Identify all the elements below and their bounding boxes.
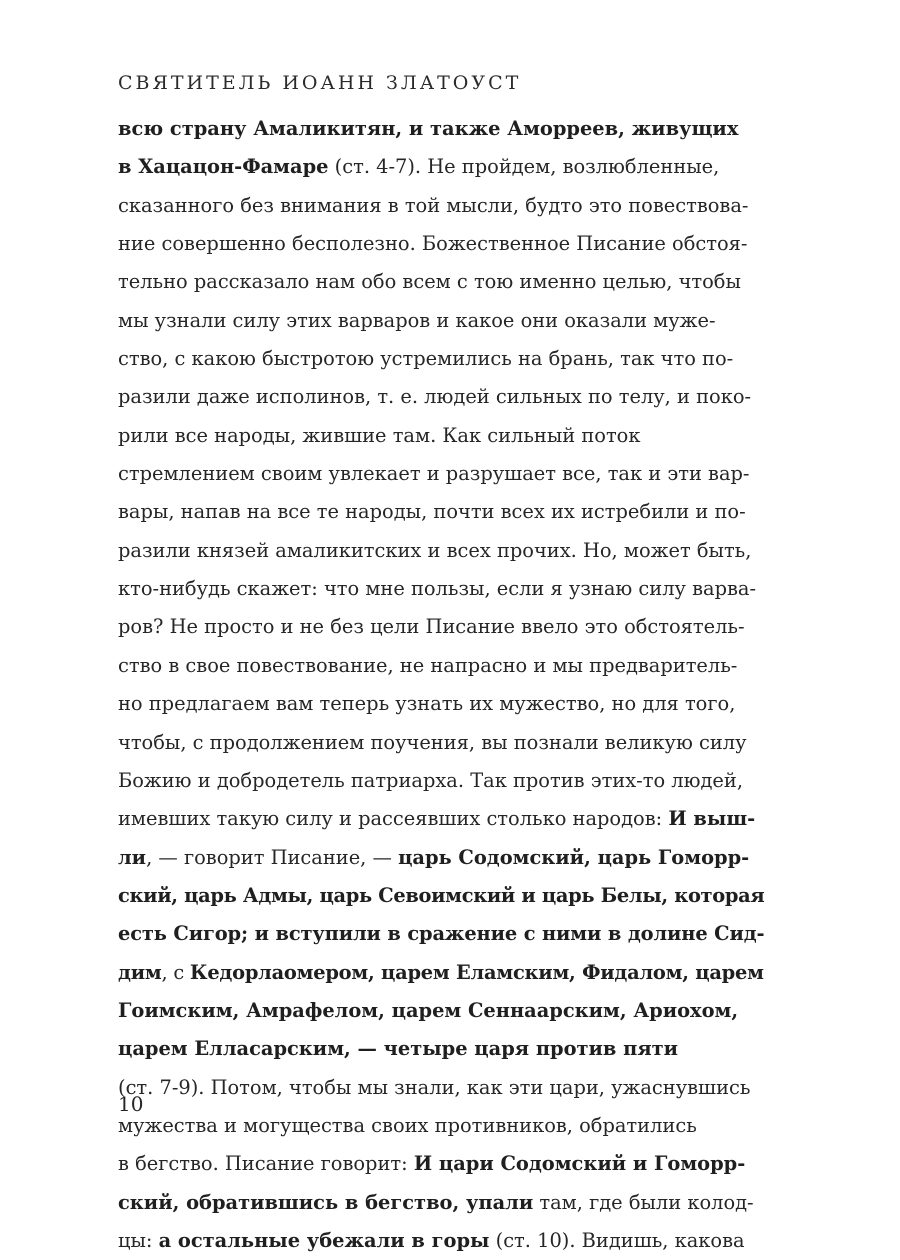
text-run: ние совершенно бесполезно. Божественное Писание обстоя- <box>118 232 748 256</box>
body-text <box>118 110 764 1260</box>
text-run: рили все народы, жившие там. Как сильный поток <box>118 423 641 447</box>
bold-quote: ский, обратившись в бегство, упали <box>118 1190 534 1214</box>
bold-quote: царем Елласарским, — четыре царя против пяти <box>118 1037 679 1061</box>
text-run: мы узнали силу этих варваров и какое они оказали муже- <box>118 308 716 332</box>
bold-quote: а остальные убежали в горы <box>158 1228 490 1252</box>
text-line <box>118 148 764 186</box>
text-line <box>118 187 764 225</box>
text-line <box>118 378 764 416</box>
text-line <box>118 340 764 378</box>
text-run: , — говорит Писание, — <box>146 845 399 869</box>
text-run: разили даже исполинов, т. е. людей сильных по телу, и поко- <box>118 385 752 409</box>
text-run: (ст. 4-7). Не пройдем, возлюбленные, <box>328 155 720 179</box>
text-line <box>118 1145 764 1183</box>
text-line <box>118 1184 764 1222</box>
bold-quote: ский, царь Адмы, царь Севоимский и царь Белы, которая <box>118 883 765 907</box>
text-line <box>118 110 764 148</box>
page-number: 10 <box>118 1092 144 1116</box>
text-line <box>118 724 764 762</box>
bold-quote: в Хацацон-Фамаре <box>118 155 329 179</box>
bold-quote: Гоимским, Амрафелом, царем Сеннаарским, Ариохом, <box>118 998 739 1022</box>
text-run: ров? Не просто и не без цели Писание ввело это обстоятель- <box>118 615 745 639</box>
bold-quote: И выш- <box>668 807 756 831</box>
text-run: (ст. 7-9). Потом, чтобы мы знали, как эти цари, ужаснувшись <box>118 1075 751 1099</box>
text-line <box>118 877 764 915</box>
text-line <box>118 302 764 340</box>
text-run: стремлением своим увлекает и разрушает все, так и эти вар- <box>118 462 750 486</box>
text-run: мужества и могущества своих противников, обратились <box>118 1113 697 1137</box>
text-line <box>118 954 764 992</box>
text-line <box>118 1107 764 1145</box>
text-line <box>118 1222 764 1260</box>
text-run: , с <box>161 960 190 984</box>
text-line <box>118 493 764 531</box>
text-run: тельно рассказало нам обо всем с тою именно целью, чтобы <box>118 270 741 294</box>
text-run: но предлагаем вам теперь узнать их мужество, но для того, <box>118 692 736 716</box>
bold-quote: царь Содомский, царь Гоморр- <box>398 845 750 869</box>
text-run: вары, напав на все те народы, почти всех их истребили и по- <box>118 500 746 524</box>
text-line <box>118 455 764 493</box>
text-line <box>118 800 764 838</box>
text-line <box>118 1069 764 1107</box>
text-line <box>118 647 764 685</box>
bold-quote: ли <box>118 845 147 869</box>
bold-quote: И цари Содомский и Гоморр- <box>413 1152 746 1176</box>
text-run: в бегство. Писание говорит: <box>118 1152 414 1176</box>
text-run: Божию и добродетель патриарха. Так против этих-то людей, <box>118 768 743 792</box>
text-run: цы: <box>118 1228 159 1252</box>
text-run: сказанного без внимания в той мысли, будто это повествова- <box>118 193 749 217</box>
text-run: (ст. 10). Видишь, какова <box>489 1228 745 1252</box>
text-line <box>118 1030 764 1068</box>
running-head: СВЯТИТЕЛЬ ИОАНН ЗЛАТОУСТ <box>118 72 522 94</box>
text-run: кто-нибудь скажет: что мне пользы, если я узнаю силу варва- <box>118 577 757 601</box>
text-line <box>118 532 764 570</box>
text-line <box>118 608 764 646</box>
text-line <box>118 992 764 1030</box>
bold-quote: Кедорлаомером, царем Еламским, Фидалом, царем <box>189 960 764 984</box>
text-line <box>118 263 764 301</box>
text-run: чтобы, с продолжением поучения, вы познали великую силу <box>118 730 747 754</box>
bold-quote: есть Сигор; и вступили в сражение с ними в долине Сид- <box>118 922 765 946</box>
text-line <box>118 762 764 800</box>
text-line <box>118 570 764 608</box>
text-run: ство, с какою быстротою устремились на брань, так что по- <box>118 347 734 371</box>
bold-quote: дим <box>118 960 162 984</box>
text-run: ство в свое повествование, не напрасно и мы предваритель- <box>118 653 738 677</box>
text-run: имевших такую силу и рассеявших столько народов: <box>118 807 669 831</box>
text-line <box>118 915 764 953</box>
text-run: там, где были колод- <box>533 1190 754 1214</box>
text-line <box>118 417 764 455</box>
text-line <box>118 839 764 877</box>
bold-quote: всю страну Амаликитян, и также Аморреев, живущих <box>118 117 739 140</box>
text-line <box>118 225 764 263</box>
text-run: разили князей амаликитских и всех прочих. Но, может быть, <box>118 538 752 562</box>
text-line <box>118 685 764 723</box>
